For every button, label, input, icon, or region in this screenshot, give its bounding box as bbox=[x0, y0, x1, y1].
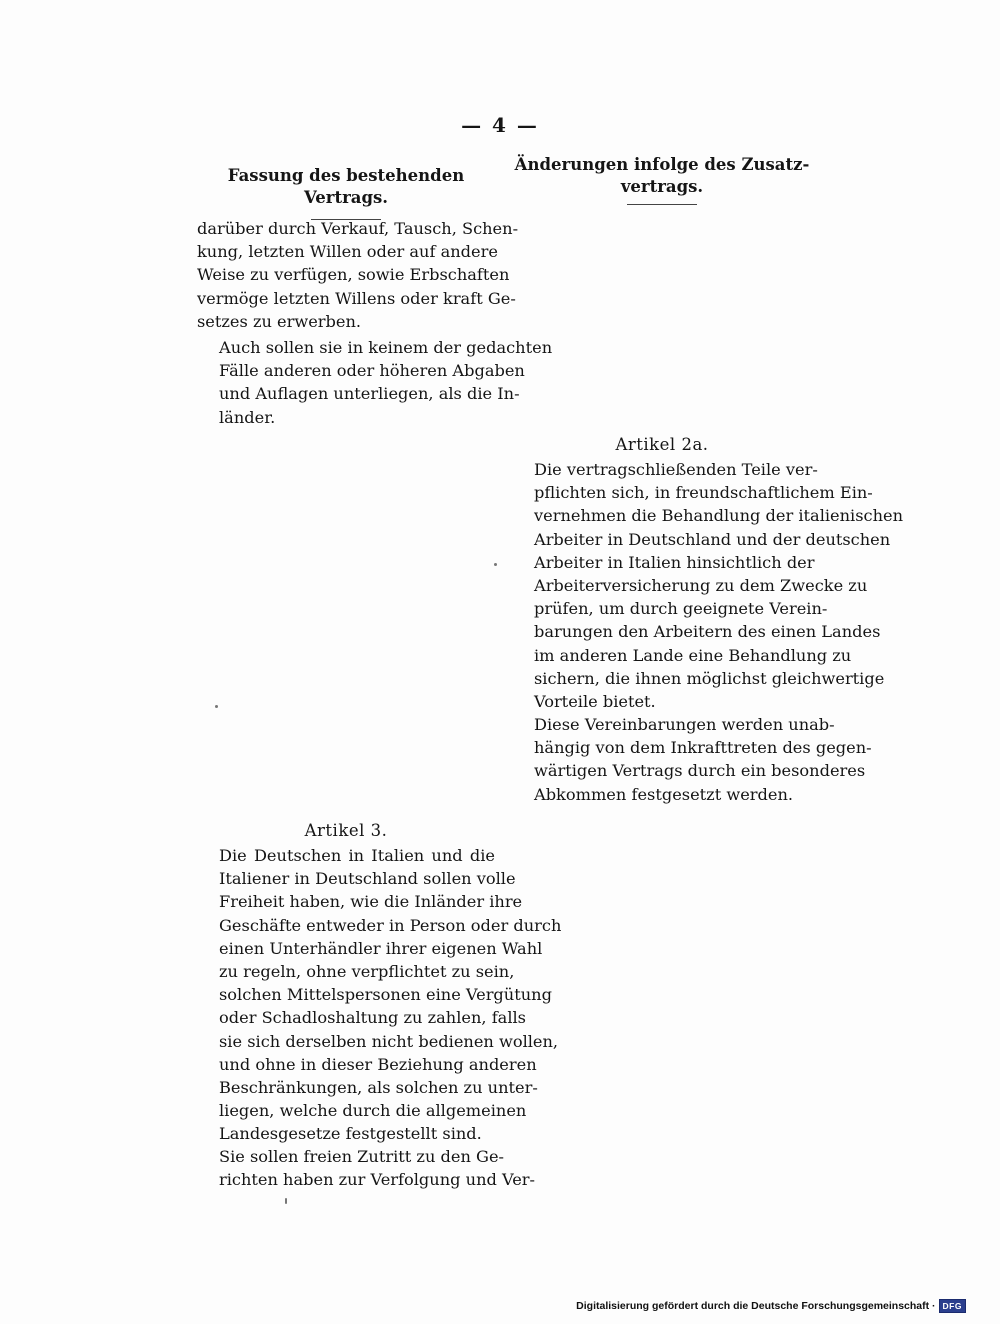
text-line: Beschränkungen, als solchen zu unter- bbox=[219, 1078, 538, 1098]
text-line: vermöge letzten Willens oder kraft Ge- bbox=[197, 288, 516, 308]
text-line: Die vertragschließenden Teile ver- bbox=[534, 460, 818, 479]
article-2a-paragraph-2-text bbox=[512, 713, 872, 806]
text-line: Auch sollen sie in keinem der gedachten bbox=[219, 338, 553, 357]
text-line: Sie sollen freien Zutritt zu den Ge- bbox=[219, 1147, 505, 1166]
text-line: pflichten sich, in freundschaftlichem Ein- bbox=[534, 483, 873, 503]
text-line: liegen, welche durch die allgemeinen bbox=[219, 1101, 527, 1121]
right-column-heading-block bbox=[512, 154, 812, 205]
text-line: Freiheit haben, wie die Inländer ihre bbox=[219, 892, 523, 912]
article-3-paragraph-2 bbox=[197, 1145, 535, 1191]
text-line: Italiener in Deutschland sollen volle bbox=[219, 869, 516, 889]
text-line: solchen Mittelspersonen eine Vergütung bbox=[219, 985, 552, 1005]
left-paragraph-2 bbox=[197, 336, 553, 429]
text-line: wärtigen Vertrags durch ein besonderes bbox=[534, 761, 866, 781]
text-line: zu regeln, ohne verpflichtet zu sein, bbox=[219, 962, 515, 982]
left-column-heading-block bbox=[197, 165, 495, 220]
text-line: hängig von dem Inkrafttreten des gegen- bbox=[534, 738, 872, 758]
text-line: oder Schadloshaltung zu zahlen, falls bbox=[219, 1008, 526, 1028]
text-line: kung, letzten Willen oder auf andere bbox=[197, 242, 498, 262]
text-line: im anderen Lande eine Behandlung zu bbox=[534, 645, 852, 665]
text-line: Fälle anderen oder höheren Abgaben bbox=[219, 361, 525, 381]
text-line: Die Deutschen in Italien und die bbox=[219, 846, 495, 865]
text-line: Arbeiterversicherung zu dem Zwecke zu bbox=[534, 576, 868, 596]
scan-speck bbox=[494, 563, 497, 566]
footer-text: Digitalisierung gefördert durch die Deutsche Forschungsgemeinschaft · bbox=[576, 1300, 936, 1312]
text-line: sichern, die ihnen möglichst gleichwertige bbox=[534, 668, 885, 688]
right-column-heading-line-1: Änderungen infolge des Zusatz- bbox=[514, 155, 810, 174]
text-line: setzes zu erwerben. bbox=[197, 311, 362, 331]
article-3-paragraph-1 bbox=[197, 844, 562, 1146]
text-line: Vorteile bietet. bbox=[534, 692, 656, 712]
article-3-paragraph-1-text bbox=[197, 844, 562, 1146]
article-2a-paragraph-2 bbox=[512, 713, 872, 806]
article-3-paragraph-2-text bbox=[197, 1145, 535, 1191]
text-line: sie sich derselben nicht bedienen wollen, bbox=[219, 1031, 559, 1051]
page-number: — 4 — bbox=[461, 113, 539, 137]
left-column-heading: Fassung des bestehenden Vertrags. bbox=[227, 166, 465, 207]
article-2a-title-block bbox=[512, 435, 812, 454]
article-3-title: Artikel 3. bbox=[304, 821, 388, 840]
text-line: Landesgesetze festgestellt sind. bbox=[219, 1124, 482, 1144]
article-3-title-block bbox=[197, 821, 495, 840]
digitization-footer bbox=[576, 1299, 966, 1313]
text-line: Geschäfte entweder in Person oder durch bbox=[219, 915, 562, 935]
text-line: Weise zu verfügen, sowie Erbschaften bbox=[197, 265, 510, 285]
article-2a-paragraph-1 bbox=[512, 458, 904, 713]
text-line: Abkommen festgesetzt werden. bbox=[534, 784, 794, 804]
scan-speck bbox=[215, 705, 218, 708]
text-line: vernehmen die Behandlung der italienischen bbox=[534, 506, 904, 526]
text-line: darüber durch Verkauf, Tausch, Schen- bbox=[197, 219, 519, 238]
text-line: barungen den Arbeitern des einen Landes bbox=[534, 622, 881, 642]
text-line: Arbeiter in Deutschland und der deutschen bbox=[534, 529, 891, 549]
scan-speck bbox=[285, 1198, 287, 1204]
text-line: prüfen, um durch geeignete Verein- bbox=[534, 599, 828, 619]
text-line: und Auflagen unterliegen, als die In- bbox=[219, 384, 520, 404]
text-line: länder. bbox=[219, 407, 276, 427]
text-line: Diese Vereinbarungen werden unab- bbox=[534, 715, 835, 734]
article-2a-paragraph-1-text bbox=[512, 458, 904, 713]
left-paragraph-1 bbox=[197, 217, 519, 333]
article-2a-title: Artikel 2a. bbox=[615, 435, 709, 454]
heading-rule bbox=[627, 204, 697, 205]
left-paragraph-2-text bbox=[197, 336, 553, 429]
text-line: Arbeiter in Italien hinsichtlich der bbox=[534, 552, 815, 572]
text-line: einen Unterhändler ihrer eigenen Wahl bbox=[219, 938, 543, 958]
dfg-logo: DFG bbox=[939, 1299, 966, 1313]
right-column-heading-line-2: vertrags. bbox=[620, 177, 704, 196]
text-line: und ohne in dieser Beziehung anderen bbox=[219, 1054, 537, 1074]
left-paragraph-1-text bbox=[197, 217, 519, 333]
text-line: richten haben zur Verfolgung und Ver- bbox=[219, 1170, 535, 1190]
